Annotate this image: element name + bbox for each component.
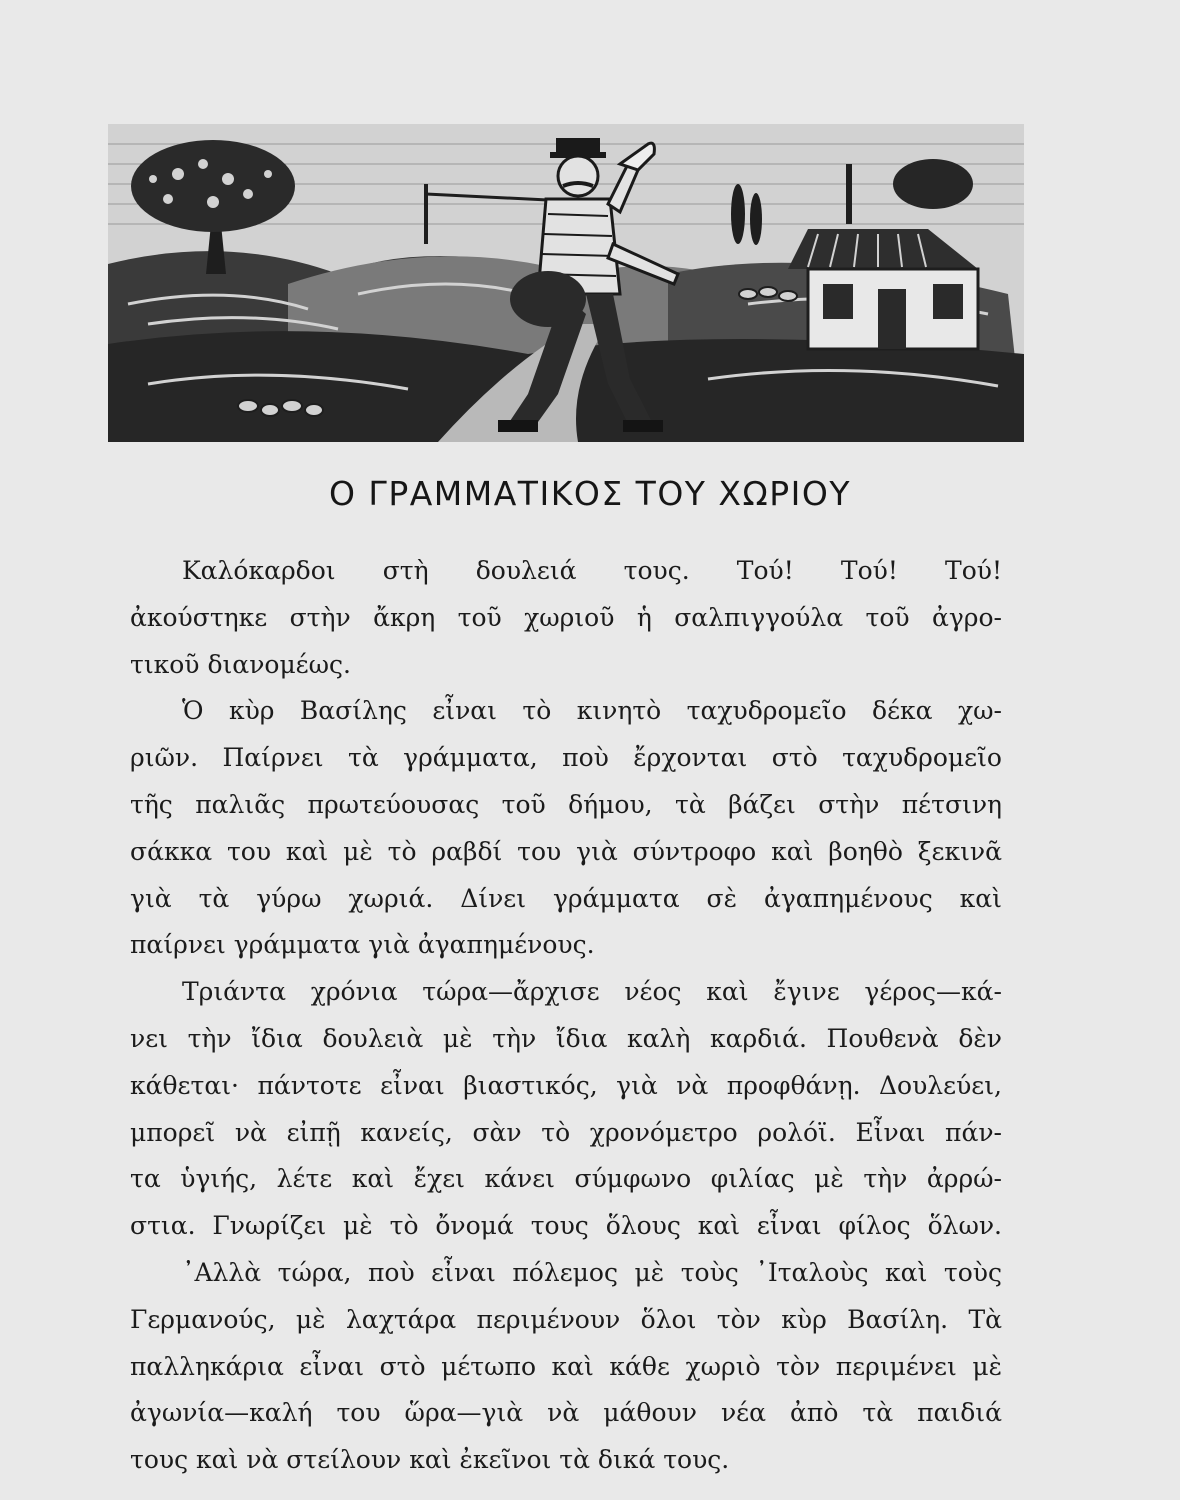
text-line: τῆς παλιᾶς πρωτεύουσας τοῦ δήμου, τὰ βάζει στὴν πέτσινη	[130, 789, 1002, 819]
text-line: μπορεῖ νὰ εἰπῇ κανείς, σὰν τὸ χρονόμετρο ρολόϊ. Εἶναι πάν-	[130, 1117, 1002, 1147]
text-line: παλληκάρια εἶναι στὸ μέτωπο καὶ κάθε χωριὸ τὸν περιμένει μὲ	[130, 1351, 1002, 1381]
text-line: στια. Γνωρίζει μὲ τὸ ὄνομά τους ὅλους καὶ εἶναι φίλος ὅλων.	[130, 1211, 1002, 1241]
text-line: Ὁ κὺρ Βασίλης εἶναι τὸ κινητὸ ταχυδρομεῖο δέκα χω-	[182, 696, 1002, 726]
postman-woodcut-illustration	[108, 124, 1024, 442]
text-line: ἀκούστηκε στὴν ἄκρη τοῦ χωριοῦ ἡ σαλπιγγούλα τοῦ ἀγρο-	[130, 602, 1002, 632]
paragraph	[130, 688, 1002, 969]
story-text	[130, 548, 1002, 1484]
text-line: Τριάντα χρόνια τώρα—ἄρχισε νέος καὶ ἔγινε γέρος—κά-	[182, 977, 1002, 1007]
text-line: τικοῦ διανομέως.	[130, 649, 351, 679]
text-line: Καλόκαρδοι στὴ δουλειά τους. Τού! Τού! Τού!	[182, 556, 1002, 585]
paragraph	[130, 1250, 1002, 1484]
text-line: τα ὑγιής, λέτε καὶ ἔχει κάνει σύμφωνο φιλίας μὲ τὴν ἀρρώ-	[130, 1164, 1002, 1194]
text-line: νει τὴν ἴδια δουλειὰ μὲ τὴν ἴδια καλὴ καρδιά. Πουθενὰ δὲν	[130, 1023, 1002, 1053]
text-line: ᾿Αλλὰ τώρα, ποὺ εἶναι πόλεμος μὲ τοὺς ᾿Ιταλοὺς καὶ τοὺς	[182, 1257, 1002, 1287]
text-line: ἀγωνία—καλή του ὥρα—γιὰ νὰ μάθουν νέα ἀπὸ τὰ παιδιά	[130, 1398, 1002, 1428]
paragraph	[130, 548, 1002, 688]
text-line: παίρνει γράμματα γιὰ ἀγαπημένους.	[130, 930, 595, 960]
text-line: κάθεται· πάντοτε εἶναι βιαστικός, γιὰ νὰ προφθάνῃ. Δουλεύει,	[130, 1070, 1002, 1100]
text-line: ριῶν. Παίρνει τὰ γράμματα, ποὺ ἔρχονται στὸ ταχυδρομεῖο	[130, 743, 1002, 773]
text-line: τους καὶ νὰ στείλουν καὶ ἐκεῖνοι τὰ δικά τους.	[130, 1445, 730, 1475]
text-line: σάκκα του καὶ μὲ τὸ ραβδί του γιὰ σύντροφο καὶ βοηθὸ ξεκινᾶ	[130, 836, 1002, 866]
paragraph	[130, 969, 1002, 1250]
text-line: Γερμανούς, μὲ λαχτάρα περιμένουν ὅλοι τὸν κὺρ Βασίλη. Τὰ	[130, 1304, 1002, 1334]
page-title: Ο ΓΡΑΜΜΑΤΙΚΟΣ ΤΟΥ ΧΩΡΙΟΥ	[328, 474, 852, 513]
text-line: γιὰ τὰ γύρω χωριά. Δίνει γράμματα σὲ ἀγαπημένους καὶ	[130, 883, 1002, 913]
